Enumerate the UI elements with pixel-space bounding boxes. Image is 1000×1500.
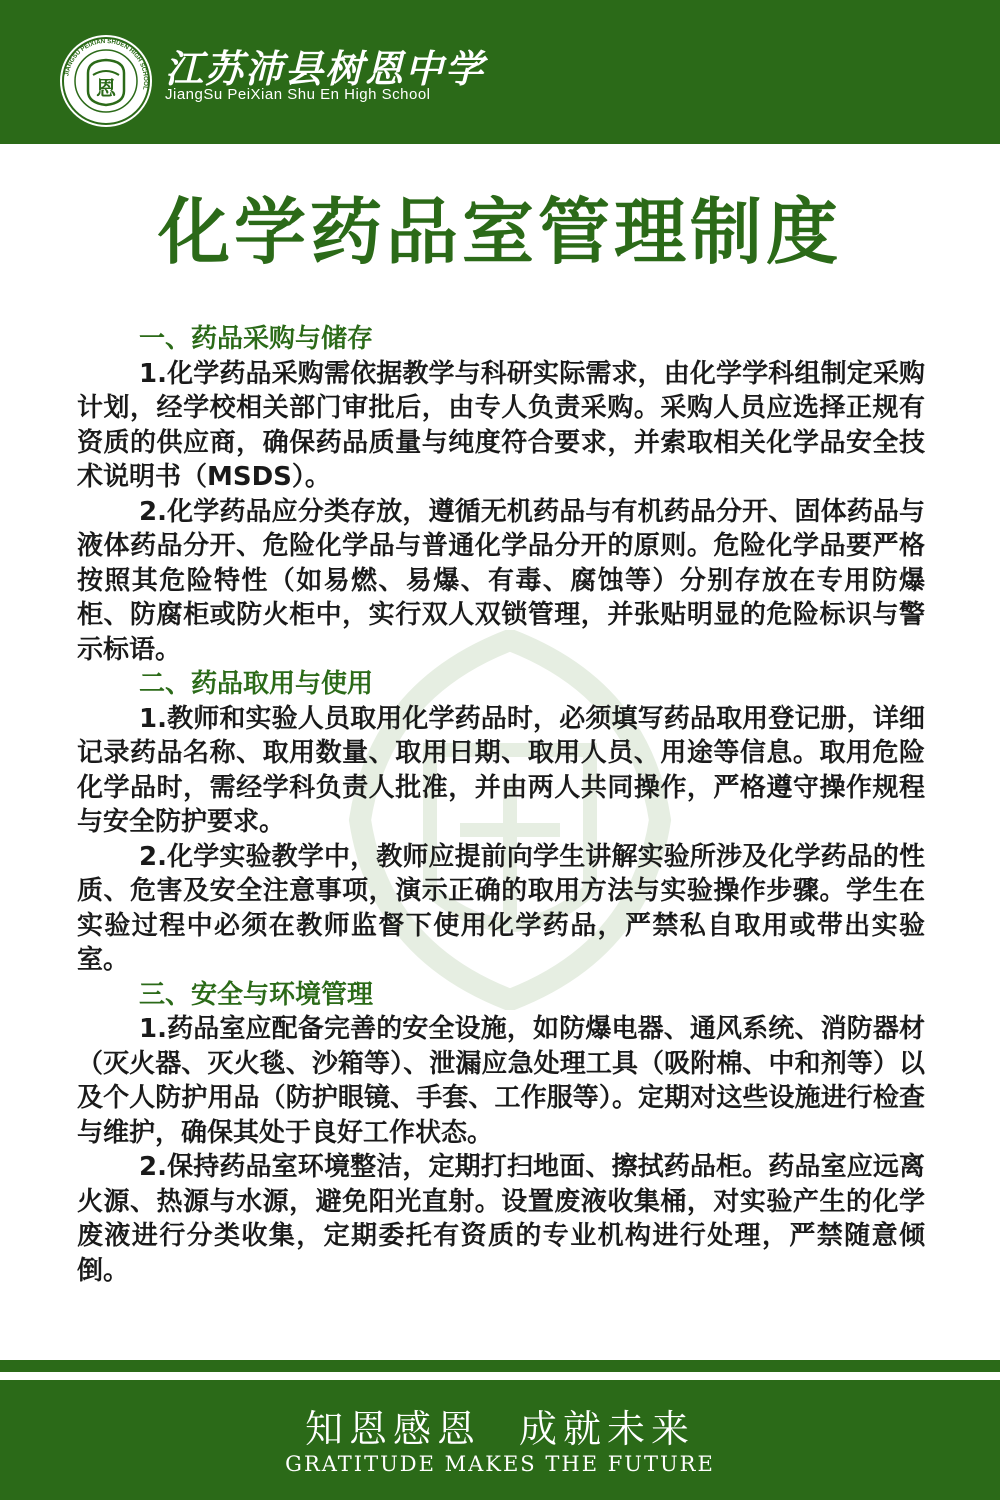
logo-ring-text: JIANGSU PEIXIAN SHUEN HIGH SCHOOL [63, 37, 150, 91]
paragraph-procurement-1: 1.化学药品采购需依据教学与科研实际需求，由化学学科组制定采购计划，经学校相关部门审批后，由专人负责采购。采购人员应选择正规有资质的供应商，确保药品质量与纯度符合要求，并索取相关化学品安全技术说明书（MSDS）。 [77, 358, 925, 492]
header-banner [0, 0, 1000, 144]
slogan-cn: 知恩感恩 成就未来 [304, 1407, 696, 1451]
paragraph-safety-2: 2.保持药品室环境整洁，定期打扫地面、擦拭药品柜。药品室应远离火源、热源与水源，避免阳光直射。设置废液收集桶，对实验产生的化学废液进行分类收集，定期委托有资质的专业机构进行处理，严禁随意倾倒。 [77, 1152, 925, 1286]
paragraph-procurement-2: 2.化学药品应分类存放，遵循无机药品与有机药品分开、固体药品与液体药品分开、危险化学品与普通化学品分开的原则。危险化学品要严格按照其危险特性（如易燃、易爆、有毒、腐蚀等）分别存放在专用防爆柜、防腐柜或防火柜中，实行双人双锁管理，并张贴明显的危险标识与警示标语。 [77, 496, 925, 665]
footer-banner [0, 1380, 1000, 1500]
school-name-cn: 江苏沛县树恩中学 [165, 46, 486, 91]
paragraph-usage-1: 1.教师和实验人员取用化学药品时，必须填写药品取用登记册，详细记录药品名称、取用数量、取用日期、取用人员、用途等信息。取用危险化学品时，需经学科负责人批准，并由两人共同操作，严格遵守操作规程与安全防护要求。 [77, 703, 925, 837]
logo-center-char: 恩 [96, 76, 116, 100]
section-heading-safety: 三、安全与环境管理 [139, 979, 374, 1010]
section-heading-procurement: 一、药品采购与储存 [139, 324, 374, 354]
paragraph-safety-1: 1.药品室应配备完善的安全设施，如防爆电器、通风系统、消防器材（灭火器、灭火毯、沙箱等）、泄漏应急处理工具（吸附棉、中和剂等）以及个人防护用品（防护眼镜、手套、工作服等）。定期对这些设施进行检查与维护，确保其处于良好工作状态。 [77, 1014, 925, 1148]
paragraph-usage-2: 2.化学实验教学中，教师应提前向学生讲解实验所涉及化学药品的性质、危害及安全注意事项，演示正确的取用方法与实验操作步骤。学生在实验过程中必须在教师监督下使用化学药品，严禁私自取用或带出实验室。 [77, 841, 925, 975]
school-name-en: JiangSu PeiXian Shu En High School [165, 86, 431, 103]
footer-divider [0, 1360, 1000, 1372]
section-heading-usage: 二、药品取用与使用 [139, 669, 374, 699]
page-title: 化学药品室管理制度 [157, 190, 842, 274]
regulation-body [77, 322, 925, 1288]
slogan-en: GRATITUDE MAKES THE FUTURE [285, 1452, 715, 1476]
school-crest-icon [58, 33, 154, 129]
